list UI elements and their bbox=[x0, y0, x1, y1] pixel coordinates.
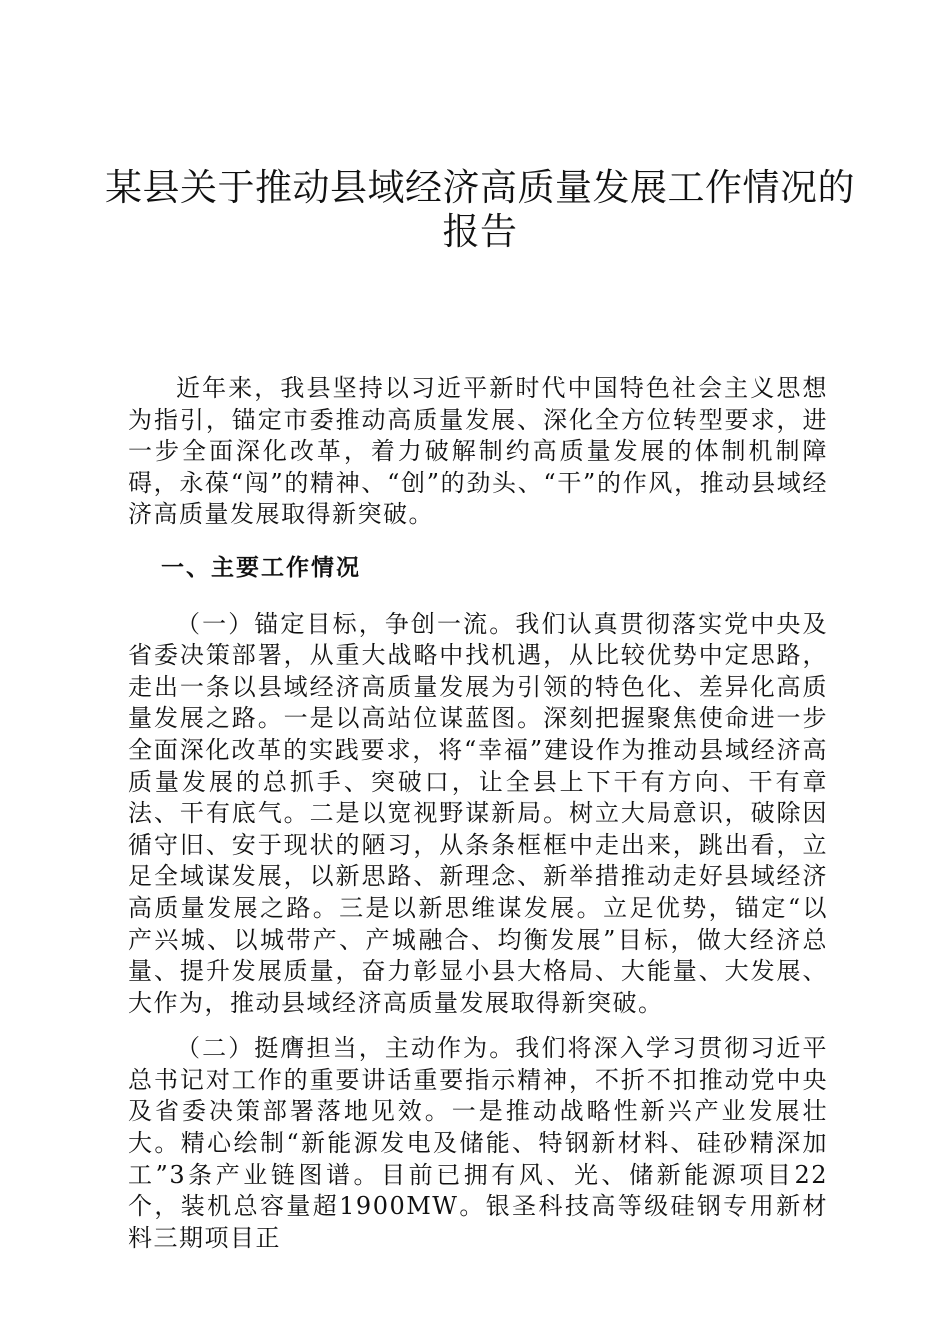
intro-paragraph: 近年来，我县坚持以习近平新时代中国特色社会主义思想为指引，锚定市委推动高质量发展、深化全方位转型要求，进一步全面深化改革，着力破解制约高质量发展的体制机制障碍，永葆“闯”的精神、“创”的劲头、“干”的作风，推动县域经济高质量发展取得新突破。 bbox=[128, 374, 828, 529]
document-title bbox=[100, 166, 860, 254]
title-line-2: 报告 bbox=[442, 210, 518, 253]
document-body bbox=[128, 373, 828, 1268]
paragraph-1: （一）锚定目标，争创一流。我们认真贯彻落实党中央及省委决策部署，从重大战略中找机遇，从比较优势中定思路，走出一条以县域经济高质量发展为引领的特色化、差异化高质量发展之路。一是以高站位谋蓝图。深刻把握聚焦使命进一步全面深化改革的实践要求，将“幸福”建设作为推动县域经济高质量发展的总抓手、突破口，让全县上下干有方向、干有章法、干有底气。二是以宽视野谋新局。树立大局意识，破除因循守旧、安于现状的陋习，从条条框框中走出来，跳出看，立足全域谋发展，以新思路、新理念、新举措推动走好县域经济高质量发展之路。三是以新思维谋发展。立足优势，锚定“以产兴城、以城带产、产城融合、均衡发展”目标，做大经济总量、提升发展质量，奋力彰显小县大格局、大能量、大发展、大作为，推动县域经济高质量发展取得新突破。 bbox=[128, 609, 828, 1017]
title-line-1: 某县关于推动县域经济高质量发展工作情况的 bbox=[105, 166, 855, 209]
paragraph-2: （二）挺膺担当，主动作为。我们将深入学习贯彻习近平总书记对工作的重要讲话重要指示精神，不折不扣推动党中央及省委决策部署落地见效。一是推动战略性新兴产业发展壮大。精心绘制“新能源发电及储能、特钢新材料、硅砂精深加工”3条产业链图谱。目前已拥有风、光、储新能源项目22个，装机总容量超1900MW。银圣科技高等级硅钢专用新材料三期项目正 bbox=[128, 1034, 828, 1252]
section-heading: 一、主要工作情况 bbox=[161, 554, 361, 581]
